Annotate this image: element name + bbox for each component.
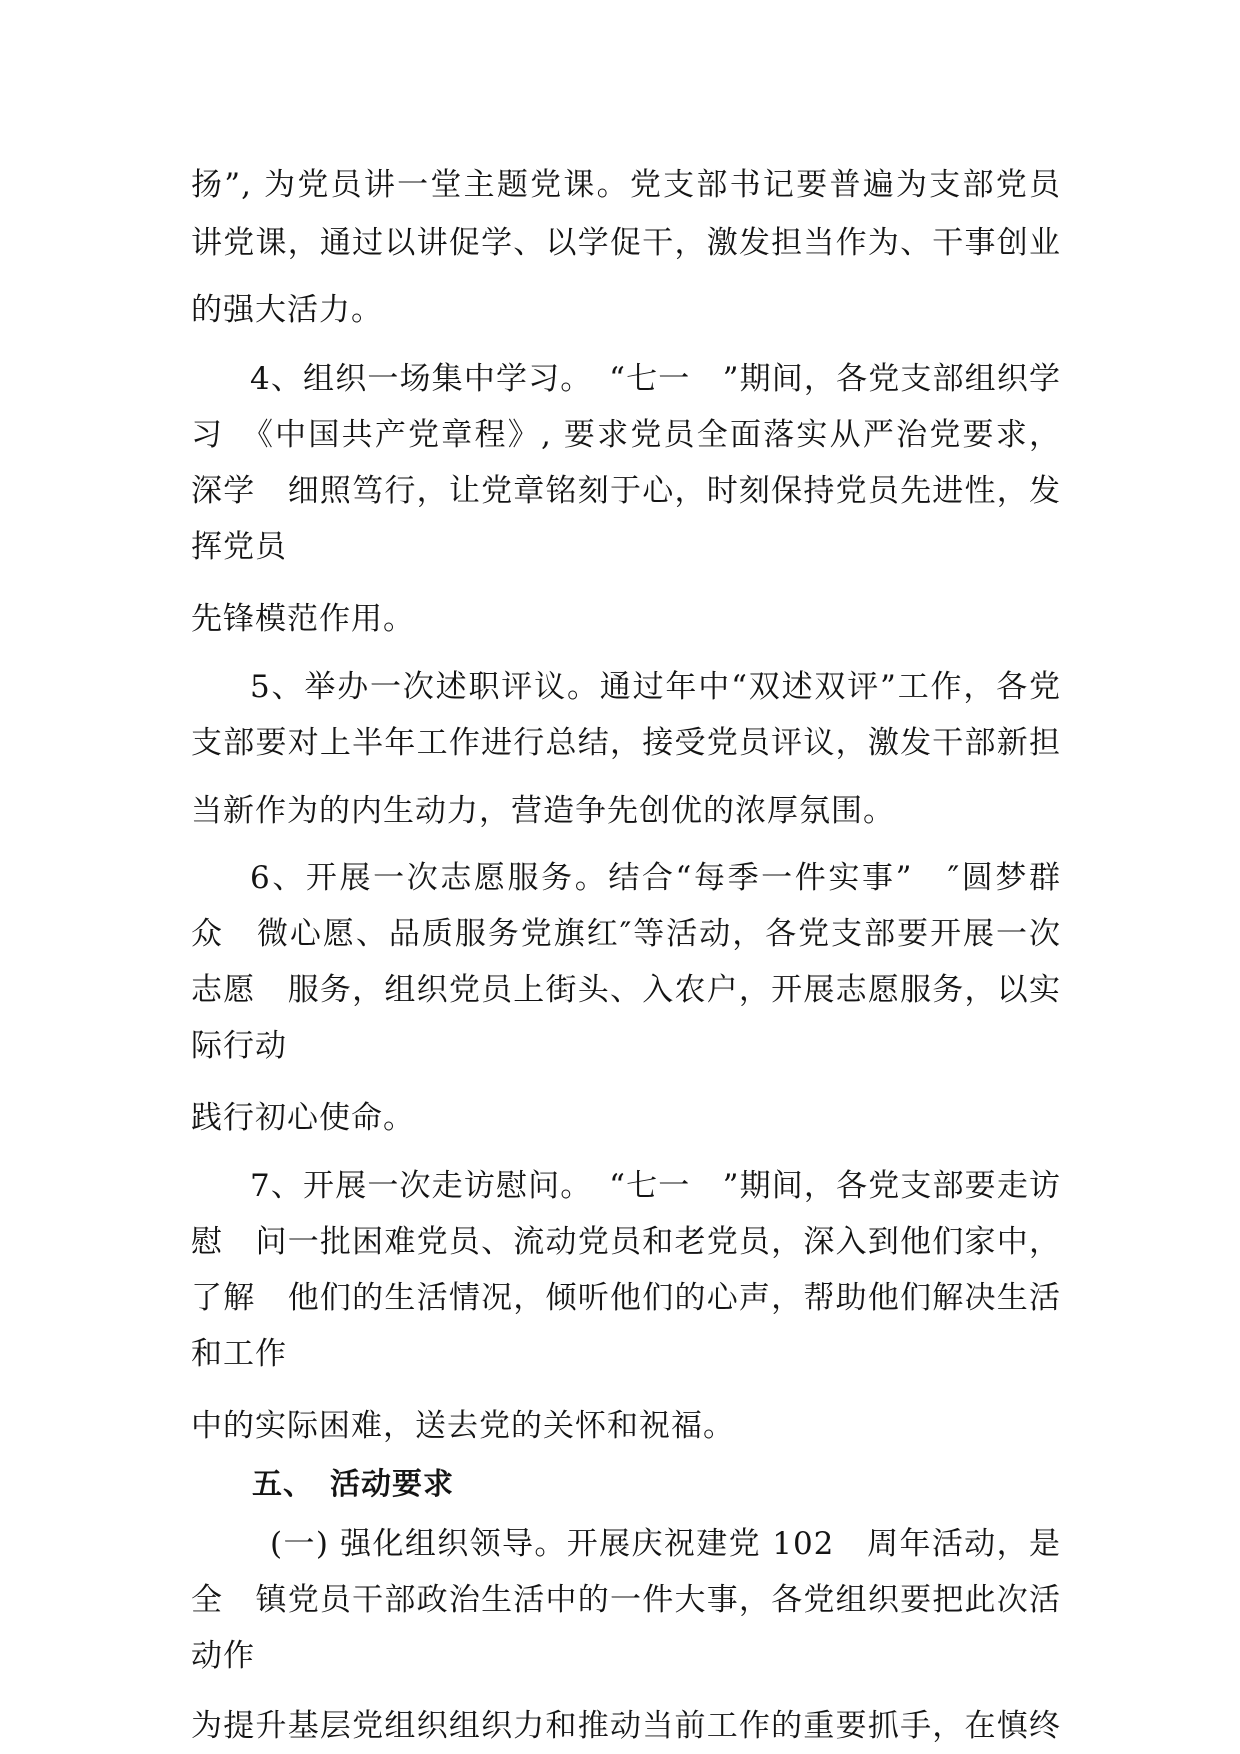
text-line: 际行动 xyxy=(191,1028,287,1064)
text-line: 挥党员 xyxy=(191,529,287,565)
text-line: 的强大活力。 xyxy=(191,292,383,328)
text-line: 支部要对上半年工作进行总结，接受党员评议，激发干部新担 xyxy=(191,725,1061,761)
text-line: 众 微心愿、品质服务党旗红″等活动，各党支部要开展一次 xyxy=(191,916,1061,952)
text-line: 为提升基层党组织组织力和推动当前工作的重要抓手，在慎终 xyxy=(191,1708,1061,1744)
text-line: 先锋模范作用。 xyxy=(191,601,415,637)
text-line: 和工作 xyxy=(191,1336,287,1372)
text-line: 6、开展一次志愿服务。结合“每季一件实事” ″圆梦群 xyxy=(250,860,1061,896)
text-line: 动作 xyxy=(191,1638,255,1674)
text-line: 扬”, 为党员讲一堂主题党课。党支部书记要普遍为支部党员 xyxy=(191,167,1061,203)
text-line: 4、组织一场集中学习。 “七一 ”期间，各党支部组织学 xyxy=(250,361,1061,397)
text-line: 志愿 服务，组织党员上街头、入农户，开展志愿服务，以实 xyxy=(191,972,1061,1008)
text-line: 习 《中国共产党章程》, 要求党员全面落实从严治党要求， xyxy=(191,417,1061,453)
text-line: 慰 问一批困难党员、流动党员和老党员，深入到他们家中， xyxy=(191,1224,1061,1260)
text-line: (一) 强化组织领导。开展庆祝建党 102 周年活动，是 xyxy=(270,1526,1061,1562)
text-line: 5、举办一次述职评议。通过年中“双述双评”工作，各党 xyxy=(250,669,1061,705)
section-heading: 五、 活动要求 xyxy=(252,1467,454,1502)
text-line: 了解 他们的生活情况，倾听他们的心声，帮助他们解决生活 xyxy=(191,1280,1061,1316)
text-line: 深学 细照笃行，让党章铭刻于心，时刻保持党员先进性，发 xyxy=(191,473,1061,509)
text-line: 全 镇党员干部政治生活中的一件大事，各党组织要把此次活 xyxy=(191,1582,1061,1618)
text-line: 当新作为的内生动力，营造争先创优的浓厚氛围。 xyxy=(191,793,895,829)
text-line: 讲党课，通过以讲促学、以学促干，激发担当作为、干事创业 xyxy=(191,225,1061,261)
text-line: 中的实际困难，送去党的关怀和祝福。 xyxy=(191,1408,735,1444)
text-line: 践行初心使命。 xyxy=(191,1100,415,1136)
text-line: 7、开展一次走访慰问。 “七一 ”期间，各党支部要走访 xyxy=(250,1168,1061,1204)
